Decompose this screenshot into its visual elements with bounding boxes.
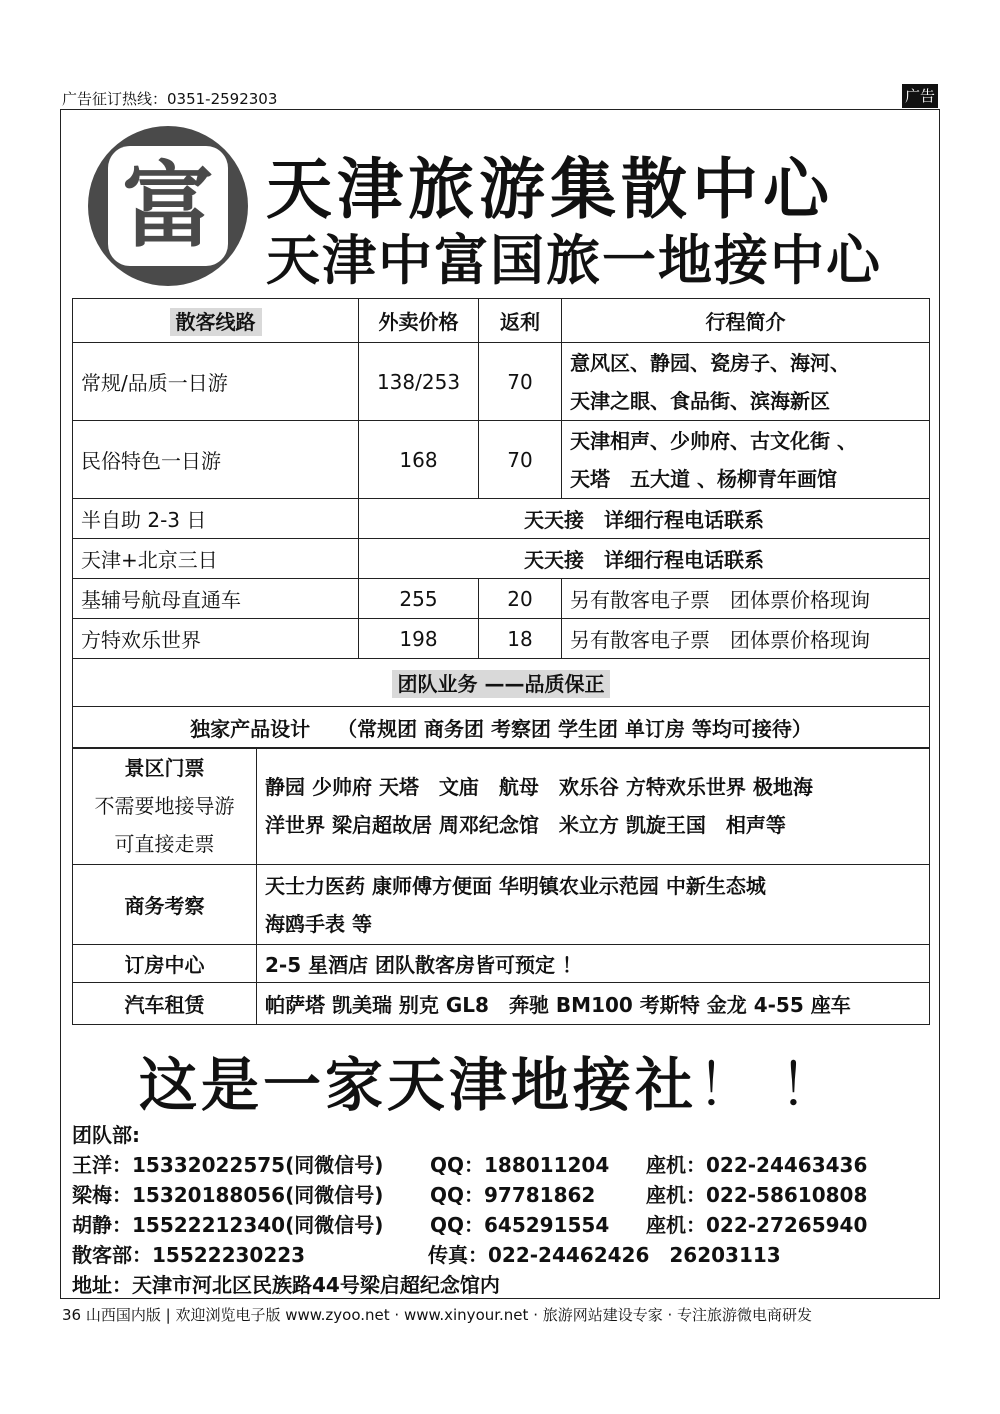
exclusive-design: 独家产品设计 （常规团 商务团 考察团 学生团 单订房 等均可接待） [73, 707, 930, 749]
business-row [73, 865, 930, 945]
team-header-row [73, 659, 930, 707]
address: 地址：天津市河北区民族路44号梁启超纪念馆内 [72, 1273, 500, 1297]
car-label: 汽车租赁 [73, 983, 257, 1025]
service-table [72, 747, 930, 1025]
fax: 传真：022-24462426 26203113 [428, 1243, 781, 1267]
contact-qq: QQ：645291554 [430, 1213, 610, 1237]
team-header: 团队业务 ——品质保正 [73, 659, 930, 707]
route-rebate: 18 [479, 619, 562, 659]
route-desc: 另有散客电子票 团体票价格现询 [562, 619, 930, 659]
header-desc: 行程简介 [562, 299, 930, 343]
contact-name: 王洋：15332022575(同微信号) [72, 1153, 384, 1177]
table-row [73, 421, 930, 499]
company-logo [88, 126, 248, 286]
car-text: 帕萨塔 凯美瑞 别克 GL8 奔驰 BM100 考斯特 金龙 4-55 座车 [257, 983, 930, 1025]
table-header-row [73, 299, 930, 343]
route-desc: 天津相声、少帅府、古文化街 、 天塔 五大道 、杨柳青年画馆 [562, 421, 930, 499]
title-sub: 天津中富国旅一地接中心 [266, 229, 882, 292]
table-row [73, 343, 930, 421]
route-rebate: 20 [479, 579, 562, 619]
slogan: 这是一家天津地接社！！ [138, 1051, 862, 1119]
contact-qq: QQ：97781862 [430, 1183, 596, 1207]
table-row [73, 499, 930, 539]
business-label: 商务考察 [73, 865, 257, 945]
tickets-list: 静园 少帅府 天塔 文庙 航母 欢乐谷 方特欢乐世界 极地海 洋世界 梁启超故居 周邓纪念馆 米立方 凯旋王国 相声等 [257, 748, 930, 865]
logo-glyph: 富 [121, 152, 214, 260]
route-name: 基辅号航母直通车 [73, 579, 359, 619]
contact-name: 梁梅：15320188056(同微信号) [72, 1183, 384, 1207]
header-price: 外卖价格 [359, 299, 479, 343]
contact-phone: 座机：022-27265940 [646, 1213, 868, 1237]
route-price: 198 [359, 619, 479, 659]
ad-hotline: 广告征订热线：0351-2592303 [62, 90, 278, 108]
car-row [73, 983, 930, 1025]
route-name: 半自助 2-3 日 [73, 499, 359, 539]
route-rebate: 70 [479, 421, 562, 499]
route-desc: 意风区、静园、瓷房子、海河、 天津之眼、食品街、滨海新区 [562, 343, 930, 421]
business-list: 天士力医药 康师傅方便面 华明镇农业示范园 中新生态城 海鸥手表 等 [257, 865, 930, 945]
route-note: 天天接 详细行程电话联系 [359, 539, 930, 579]
route-price: 168 [359, 421, 479, 499]
retail-phone: 散客部：15522230223 [72, 1243, 306, 1267]
contact-name: 胡静：15522212340(同微信号) [72, 1213, 384, 1237]
table-row [73, 579, 930, 619]
exclusive-row [73, 707, 930, 749]
route-desc: 另有散客电子票 团体票价格现询 [562, 579, 930, 619]
contact-phone: 座机：022-24463436 [646, 1153, 868, 1177]
contact-qq: QQ：188011204 [430, 1153, 610, 1177]
booking-text: 2-5 星酒店 团队散客房皆可预定 ！ [257, 945, 930, 983]
booking-label: 订房中心 [73, 945, 257, 983]
route-name: 天津+北京三日 [73, 539, 359, 579]
contact-phone: 座机：022-58610808 [646, 1183, 868, 1207]
route-rebate: 70 [479, 343, 562, 421]
route-table [72, 298, 930, 749]
route-name: 民俗特色一日游 [73, 421, 359, 499]
title-main: 天津旅游集散中心 [266, 151, 834, 228]
route-price: 138/253 [359, 343, 479, 421]
header-route: 散客线路 [73, 299, 359, 343]
route-price: 255 [359, 579, 479, 619]
route-note: 天天接 详细行程电话联系 [359, 499, 930, 539]
tickets-label: 景区门票 不需要地接导游 可直接走票 [73, 748, 257, 865]
table-row [73, 619, 930, 659]
page-footer: 36 山西国内版 | 欢迎浏览电子版 www.zyoo.net · www.xinyour.net · 旅游网站建设专家 · 专注旅游微电商研发 [62, 1306, 813, 1324]
header-rebate: 返利 [479, 299, 562, 343]
logo-inner [108, 146, 228, 266]
route-name: 方特欢乐世界 [73, 619, 359, 659]
route-name: 常规/品质一日游 [73, 343, 359, 421]
booking-row [73, 945, 930, 983]
ad-tag: 广告 [902, 84, 938, 108]
table-row [73, 539, 930, 579]
tickets-row [73, 748, 930, 865]
